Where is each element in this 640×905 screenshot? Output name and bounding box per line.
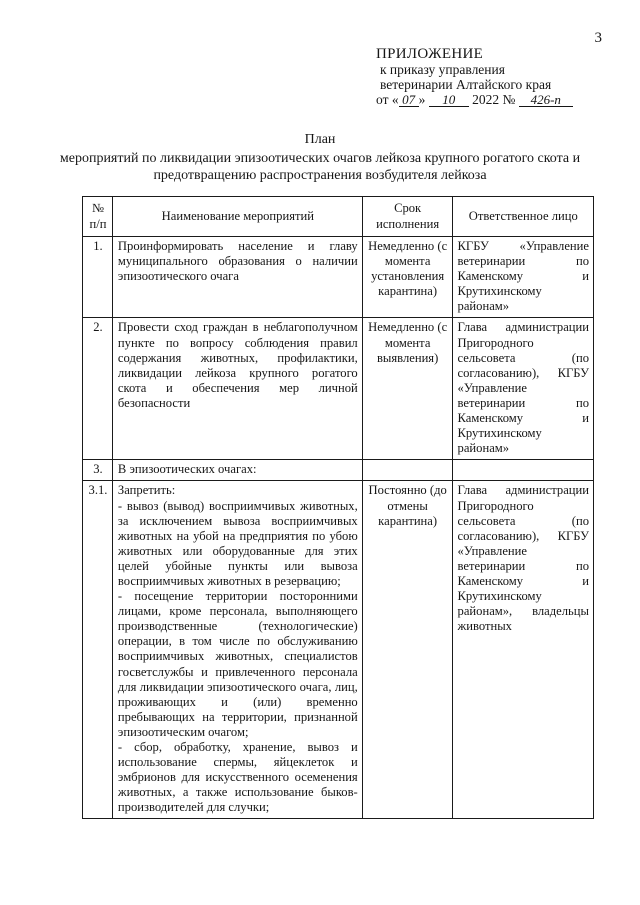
page-number: 3	[594, 30, 602, 46]
row-responsible	[452, 460, 593, 481]
table-row	[83, 460, 594, 481]
row-action	[112, 481, 362, 819]
header-term: Срок исполнения	[362, 197, 452, 237]
handwritten-day: 07	[399, 93, 419, 107]
plan-title: План	[304, 132, 336, 147]
row-action	[112, 460, 362, 481]
row-action	[112, 237, 362, 318]
row-number: 1.	[83, 237, 113, 318]
handwritten-month: 10	[429, 93, 469, 107]
appendix-line-department: ветеринарии Алтайского края	[380, 77, 552, 92]
measures-table	[82, 196, 594, 819]
appendix-title: ПРИЛОЖЕНИЕ	[376, 46, 484, 62]
row-term: Постоянно (до отмены карантина)	[362, 481, 452, 819]
action-paragraph: - сбор, обработку, хранение, вывоз и использование спермы, яйцеклеток и эмбрионов для искусственного осеменения животных, а также использование быков-производителей для случки;	[117, 740, 358, 815]
appendix-date-line	[376, 92, 573, 107]
date-mid: »	[418, 92, 426, 107]
row-number: 3.1.	[83, 481, 113, 819]
row-number: 2.	[83, 318, 113, 460]
row-responsible: КГБУ «Управление ветеринарии по Каменскому и Крутихинскому районам»	[452, 237, 593, 318]
plan-subtitle: мероприятий по ликвидации эпизоотических очагов лейкоза крупного рогатого скота и предотвращению распространения возбудителя лейкоза	[59, 151, 581, 183]
table-header-row	[83, 197, 594, 237]
row-term: Немедленно (с момента выявления)	[362, 318, 452, 460]
action-paragraph: В эпизоотических очагах:	[117, 462, 257, 477]
action-paragraph: Проинформировать население и главу муниципального образования о наличии эпизоотического очага	[117, 239, 358, 284]
table-row	[83, 318, 594, 460]
header-num: № п/п	[83, 197, 113, 237]
action-paragraph: Провести сход граждан в неблагополучном пункте по вопросу соблюдения правил содержания животных, профилактики, ликвидации лейкоза крупного рогатого скота и обеспечения мер личной безопасности	[117, 320, 358, 410]
action-paragraph: - вывоз (вывод) восприимчивых животных, за исключением вывоза восприимчивых животных на убой на предприятия по убою животных или оборудованные для этих целей убойные пункты или вывоза восприимчивых животных в резервацию;	[117, 498, 358, 588]
header-action: Наименование мероприятий	[112, 197, 362, 237]
table-row	[83, 237, 594, 318]
date-prefix: от «	[376, 92, 399, 107]
row-number: 3.	[83, 460, 113, 481]
header-responsible: Ответственное лицо	[452, 197, 593, 237]
table-row	[83, 481, 594, 819]
date-year: 2022 №	[472, 92, 516, 107]
row-term: Немедленно (с момента установления карантина)	[362, 237, 452, 318]
row-responsible: Глава администрации Пригородного сельсовета (по согласованию), КГБУ «Управление ветеринарии по Каменскому и Крутихинскому районам»	[452, 318, 593, 460]
action-paragraph: - посещение территории посторонними лицами, кроме персонала, выполняющего производственные (технологические) операции, в том числе по обслуживанию восприимчивых животных, специалистов госветслужбы и привлеченного персонала для ликвидации эпизоотического очага, лиц, проживающих и (или) временно пребывающих на территории, признанной эпизоотическим очагом;	[117, 589, 358, 739]
action-paragraph: Запретить:	[117, 483, 176, 498]
row-term	[362, 460, 452, 481]
handwritten-order-number: 426-п	[519, 93, 573, 107]
appendix-line-order: к приказу управления	[380, 62, 505, 77]
appendix-header	[376, 47, 573, 107]
row-action	[112, 318, 362, 460]
row-responsible: Глава администрации Пригородного сельсовета (по согласованию), КГБУ «Управление ветеринарии по Каменскому и Крутихинскому районам», владельцы животных	[452, 481, 593, 819]
